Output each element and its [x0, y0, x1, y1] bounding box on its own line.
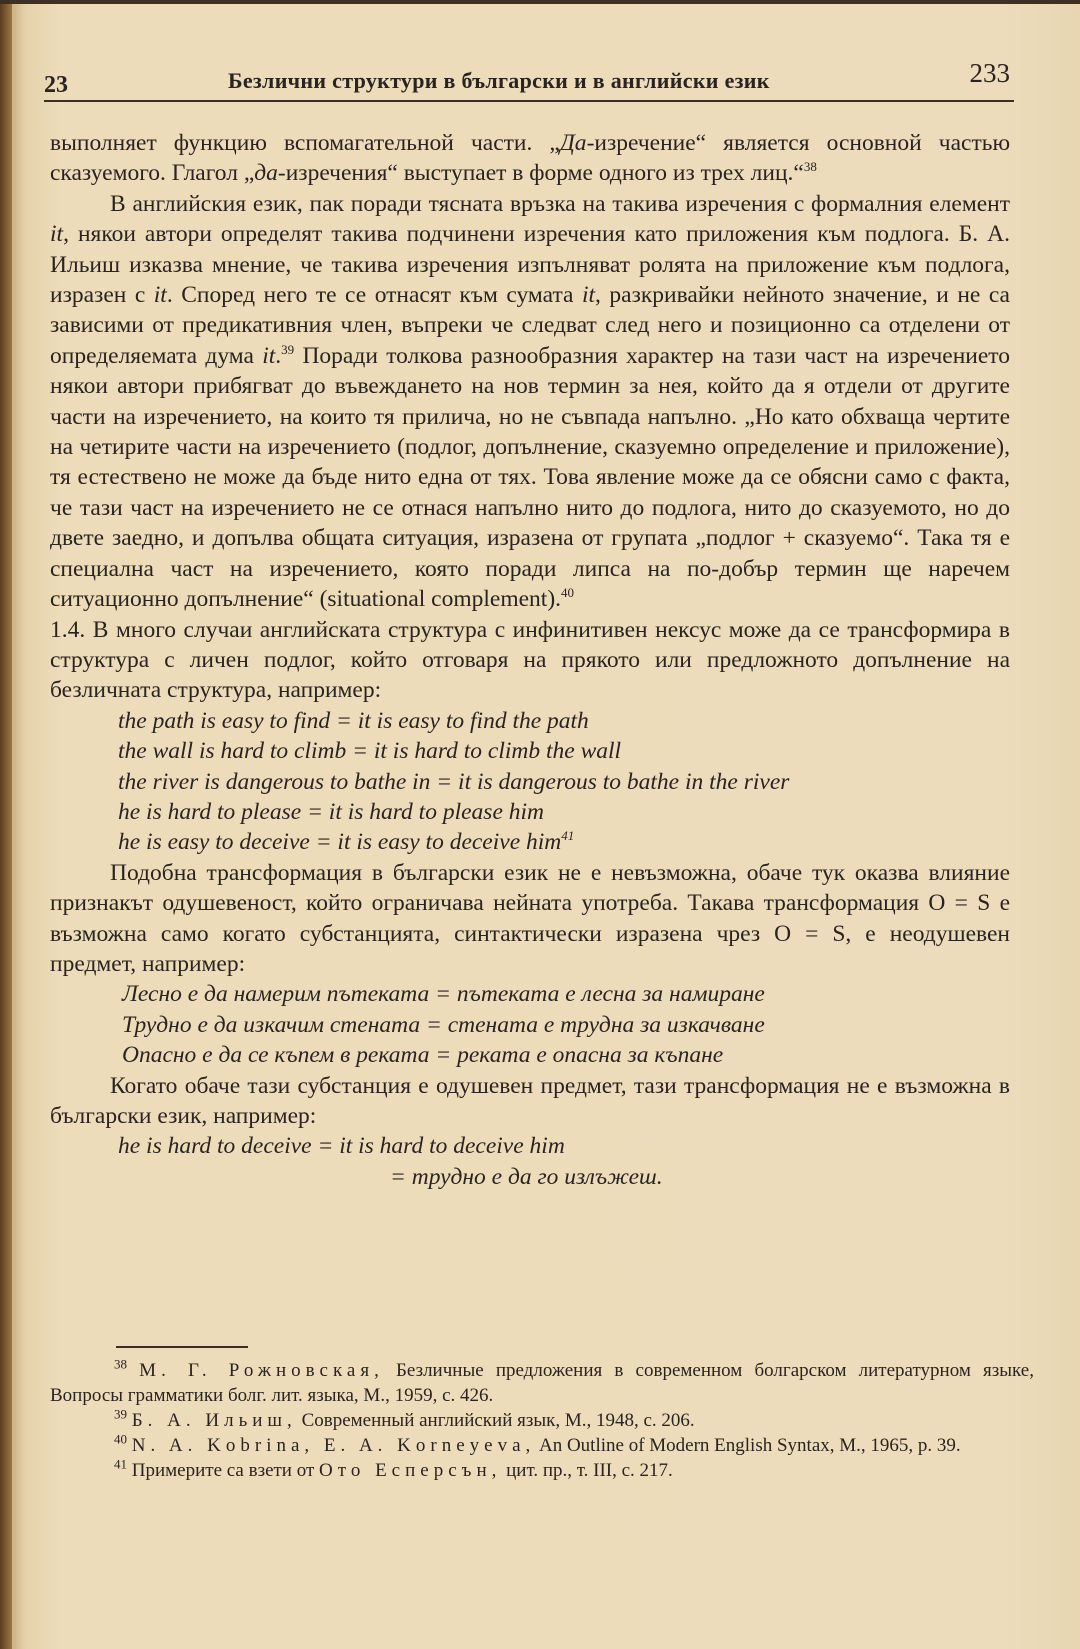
- text-run: -изречение“ является основной частью сказуемого. Глагол „: [50, 130, 1010, 187]
- footnote-number: 41: [114, 1456, 127, 1472]
- footnote-author: Ото Есперсън,: [319, 1460, 502, 1481]
- text-run: it: [153, 282, 167, 309]
- paragraph-3: 1.4. В много случаи английската структура с инфинитивен нексус може да се трансформира в структура с личен подлог, който отговаря на прякото или предложното допълнение на безличната структура, например:: [50, 616, 1010, 704]
- footnote-text: Примерите са взети от: [127, 1460, 320, 1481]
- footnote-number: 40: [114, 1431, 127, 1447]
- footnote-40: [50, 1433, 1034, 1458]
- text-run: Да: [559, 130, 587, 156]
- header-section-number: 23: [44, 72, 68, 98]
- footnote-author: Б. А. Ильиш,: [131, 1410, 297, 1431]
- example-4: he is hard to please = it is hard to please him: [118, 798, 544, 825]
- footnotes: [50, 1358, 1034, 1483]
- footnote-41: [50, 1458, 1034, 1483]
- footnote-ref-39: 39: [281, 342, 295, 358]
- text-run: it: [262, 342, 276, 369]
- footnote-text: An Outline of Modern English Syntax, M., 1965, p. 39.: [535, 1435, 961, 1456]
- example-5: [50, 827, 1010, 857]
- footnote-author: М. Г. Рожновская,: [139, 1360, 384, 1381]
- paragraph-1: [50, 128, 1010, 189]
- footnote-ref-41: 41: [561, 828, 575, 844]
- text-run: he is easy to deceive = it is easy to deceive him: [118, 829, 562, 856]
- page-number: 233: [969, 58, 1010, 88]
- text-run: it: [50, 221, 64, 248]
- text-run: да: [254, 160, 278, 187]
- paragraph-2: [50, 189, 1010, 615]
- text-run: , разкривайки нейното значение, и не са зависими от предикативния член, въпреки че следват след него и позиционно са отделени от определяемата дума: [50, 282, 1010, 369]
- running-header: [44, 58, 1014, 98]
- bg-example-1: Лесно е да намерим пътеката = пътеката е лесна за намиране: [122, 981, 765, 1008]
- example-6-continuation: = трудно е да го излъжеш.: [390, 1163, 663, 1190]
- paragraph-4: Подобна трансформация в български език не е невъзможна, обаче тук оказва влияние признакът одушевеност, който ограничава нейната употреба. Такава трансформация O = S е възможна само когато субстанцията, синтактически изразена чрез O = S, е неодушевен предмет, например:: [50, 859, 1010, 977]
- text-run: В английския език, пак поради тясната връзка на такива изречения с формалния елемент: [110, 190, 1010, 217]
- footnote-author: N. A. Kobrina, E. A. Korneyeva,: [131, 1435, 536, 1456]
- book-binding-edge: [0, 0, 12, 1649]
- main-text: [50, 128, 1010, 1192]
- header-title: Безлични структури в български и в английски език: [228, 68, 770, 93]
- example-6: he is hard to deceive = it is hard to deceive him: [118, 1133, 565, 1160]
- footnote-ref-38: 38: [803, 159, 817, 175]
- footnote-number: 38: [114, 1356, 127, 1372]
- footnote-text: цит. пр., т. III, с. 217.: [501, 1460, 673, 1481]
- text-run: . Според него те се отнасят към сумата: [166, 282, 582, 309]
- text-run: Поради толкова разнообразния характер на тази част на изречението някои автори прибягват до въвеждането на нов термин за нея, който да я отдели от другите части на изречението, на които тя прилича, но не съвпада напълно. „Но като обхваща чертите на четирите части на изречението (подлог, допълнение, сказуемно определение и приложение), тя естествено не може да бъде нито една от тях. Това явление може да се обясни само с факта, че тази част на изречението не се отнася напълно нито до подлога, нито до сказуемото, но до двете заедно, и допълва общата ситуация, изразена от групата „подлог + сказуемо“. Така тя е специална част на изречението, която поради липса на по-добър термин ще наречем ситуационно допълнение“ (situational complement).: [50, 342, 1010, 613]
- paragraph-5: Когато обаче тази субстанция е одушевен предмет, тази трансформация не е възможна в български език, например:: [50, 1072, 1010, 1129]
- footnote-text: Безличные предложения в современном болгарском литературном языке, Вопросы грамматики болг. лит. языка, М., 1959, с. 426.: [50, 1360, 1034, 1406]
- text-run: выполняет функцию вспомагательной части. „: [50, 130, 560, 156]
- bg-example-3: Опасно е да се къпем в реката = реката е опасна за къпане: [122, 1042, 724, 1069]
- footnote-rule: [116, 1346, 248, 1348]
- header-rule: [44, 100, 1014, 102]
- text-run: , някои автори определят такива подчинени изречения като приложения към подлога. Б. А. Ильиш изказва мнение, че такива изречения изпълняват ролята на приложение към подлога, изразен с: [50, 221, 1010, 309]
- footnote-38: [50, 1358, 1034, 1408]
- example-1: the path is easy to find = it is easy to find the path: [118, 707, 589, 734]
- example-3: the river is dangerous to bathe in = it is dangerous to bathe in the river: [118, 768, 790, 795]
- top-edge: [0, 0, 1080, 4]
- bg-example-2: Трудно е да изкачим стената = стената е трудна за изкачване: [122, 1011, 765, 1038]
- text-run: it: [581, 282, 596, 309]
- text-run: -изречения“ выступает в форме одного из трех лиц.“: [277, 160, 804, 187]
- text-run: .: [275, 342, 282, 369]
- footnote-39: [50, 1408, 1034, 1433]
- example-2: the wall is hard to climb = it is hard to climb the wall: [118, 738, 622, 765]
- footnote-ref-40: 40: [561, 585, 575, 601]
- footnote-text: Современный английский язык, М., 1948, с. 206.: [296, 1410, 695, 1431]
- footnote-number: 39: [114, 1406, 127, 1422]
